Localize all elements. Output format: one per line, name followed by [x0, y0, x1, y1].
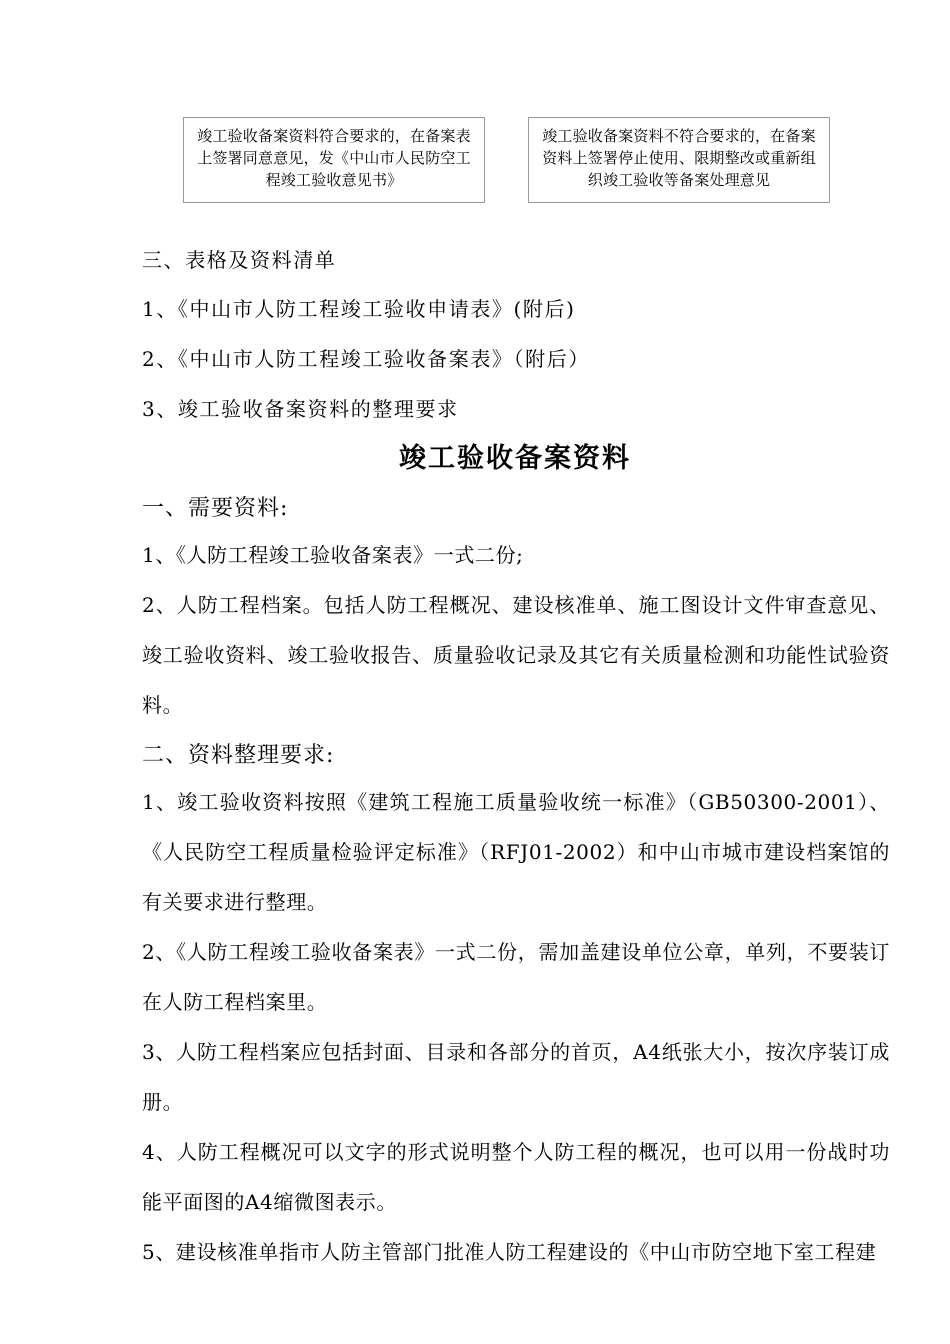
arrange-item-4: 4、人防工程概况可以文字的形式说明整个人防工程的概况，也可以用一份战时功能平面图的A4缩微图表示。 — [142, 1140, 890, 1214]
required-item-1: 1、《人防工程竣工验收备案表》一式二份; — [142, 543, 524, 567]
arrange-item-3: 3、人防工程档案应包括封面、目录和各部分的首页，A4纸张大小，按次序装订成册。 — [142, 1040, 890, 1114]
list-item-application-form: 1、《中山市人防工程竣工验收申请表》(附后) — [142, 297, 576, 321]
flow-box-approved: 竣工验收备案资料符合要求的，在备案表上签署同意意见，发《中山市人民防空工程竣工验收意见书》 — [183, 117, 485, 203]
arrange-item-5: 5、建设核准单指市人防主管部门批准人防工程建设的《中山市防空地下室工程建 — [142, 1240, 877, 1264]
document-title: 竣工验收备案资料 — [399, 443, 631, 474]
heading-required-materials: 一、需要资料: — [142, 496, 289, 521]
heading-arrangement: 二、资料整理要求: — [142, 743, 335, 768]
section-heading-forms: 三、表格及资料清单 — [142, 248, 337, 272]
list-item-record-form: 2、《中山市人防工程竣工验收备案表》（附后） — [142, 347, 590, 371]
required-item-2: 2、人防工程档案。包括人防工程概况、建设核准单、施工图设计文件审查意见、竣工验收资料、竣工验收报告、质量验收记录及其它有关质量检测和功能性试验资料。 — [142, 593, 890, 717]
arrange-item-1: 1、竣工验收资料按照《建筑工程施工质量验收统一标准》（GB50300-2001）、《人民防空工程质量检验评定标准》（RFJ01-2002）和中山市城市建设档案馆的有关要求进行整理。 — [142, 790, 890, 914]
arrange-item-2: 2、《人防工程竣工验收备案表》一式二份，需加盖建设单位公章，单列，不要装订在人防工程档案里。 — [142, 940, 890, 1014]
flow-box-rejected: 竣工验收备案资料不符合要求的，在备案资料上签署停止使用、限期整改或重新组织竣工验收等备案处理意见 — [528, 117, 830, 203]
list-item-arrangement: 3、竣工验收备案资料的整理要求 — [142, 397, 459, 421]
